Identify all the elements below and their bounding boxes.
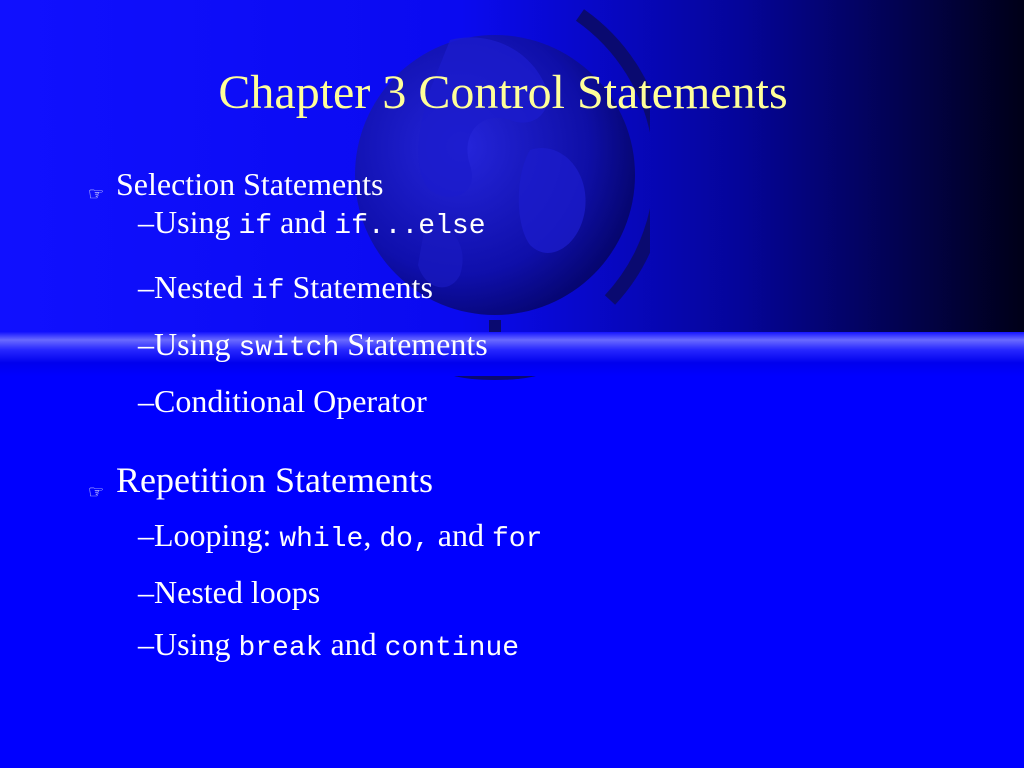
slide-content [88, 164, 542, 675]
list-item: –Conditional Operator [138, 383, 427, 419]
slide-title: Chapter 3 Control Statements [218, 66, 788, 119]
list-item: –Using switch Statements [138, 326, 488, 364]
list-item: –Nested if Statements [138, 269, 433, 307]
pointing-hand-icon: ☞ [88, 184, 105, 204]
pointing-hand-icon: ☞ [88, 482, 105, 502]
list-item: –Looping: while, do, and for [138, 517, 543, 555]
bullet-repetition [88, 457, 542, 503]
list-item: –Using break and continue [138, 626, 520, 664]
bullet-selection [88, 164, 542, 204]
bullet-heading: Repetition Statements [116, 460, 433, 500]
bullet-heading: Selection Statements [116, 166, 384, 202]
list-item: –Using if and if...else [138, 204, 486, 242]
list-item: –Nested loops [138, 574, 321, 610]
